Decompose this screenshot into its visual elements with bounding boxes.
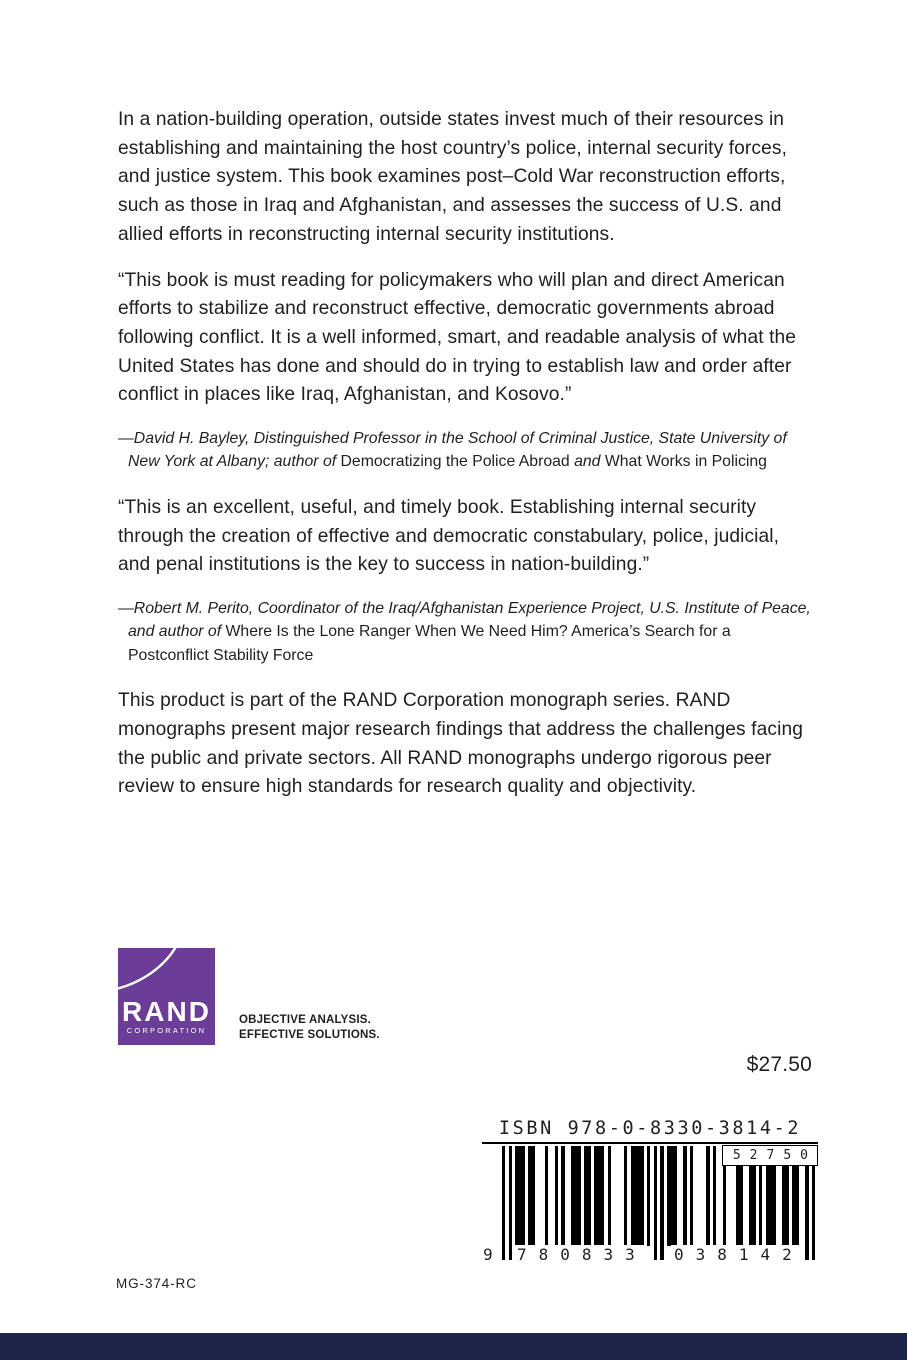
price-label: $27.50: [746, 1053, 812, 1076]
quote-1-attribution: [118, 427, 815, 474]
price-addon-code: 52750: [722, 1145, 818, 1166]
footer-color-bar: [0, 1333, 907, 1360]
barcode-digits-group1: 780833: [514, 1245, 645, 1264]
rand-logo: [118, 948, 215, 1045]
barcode-digit-left: 9: [483, 1245, 493, 1264]
series-paragraph: This product is part of the RAND Corporation monograph series. RAND monographs present major research findings that address the challenges facing the public and private sectors. All RAND monographs undergo rigorous peer review to ensure high standards for research quality and objectivity.: [118, 690, 803, 798]
isbn-label: ISBN 978-0-8330-3814-2: [498, 1118, 802, 1139]
isbn-rule: [482, 1142, 818, 1144]
barcode-bars-area: [482, 1146, 818, 1270]
quote-1: “This book is must reading for policymakers who will plan and direct American efforts to stabilize and reconstruct effective, democratic governments abroad following conflict. It is a well informed, smart, and readable analysis of what the United States has done and should do in trying to establish law and order after conflict in places like Iraq, Afghanistan, and Kosovo.”: [118, 269, 797, 406]
isbn-barcode: [482, 1118, 818, 1270]
intro-paragraph: In a nation-building operation, outside states invest much of their resources in establishing and maintaining the host country’s police, internal security forces, and justice system. This book examines post–Cold War reconstruction efforts, such as those in Iraq and Afghanistan, and assesses the success of U.S. and allied efforts in reconstructing internal security institutions.: [118, 109, 788, 245]
rand-tagline: [239, 1013, 380, 1045]
doc-id-label: MG-374-RC: [116, 1276, 197, 1291]
quote-1-attribution-conj: and: [569, 453, 605, 471]
rand-logo-subtext: CORPORATION: [126, 1026, 207, 1035]
quote-1-book-title-1: Democratizing the Police Abroad: [340, 453, 570, 471]
rand-logo-row: [118, 948, 380, 1045]
back-cover-text: [118, 106, 815, 819]
quote-1-book-title-2: What Works in Policing: [604, 453, 767, 471]
quote-2: “This is an excellent, useful, and timely book. Establishing internal security through the creation of effective and democratic constabulary, police, judicial, and penal institutions is the key to success in nation-building.”: [118, 496, 780, 576]
quote-2-attribution: [118, 597, 815, 667]
barcode-digits-group2: 038142: [671, 1245, 802, 1264]
quote-1-attribution-name: —David H. Bayley, Distinguished Professor in the School of Criminal Justice, State University of New York at Albany; author of: [118, 430, 787, 471]
quote-2-book-title: Where Is the Lone Ranger When We Need Him? America’s Search for a Postconflict Stability Force: [128, 623, 731, 664]
quote-2-attribution-name: —Robert M. Perito, Coordinator of the Iraq/Afghanistan Experience Project, U.S. Institute of Peace, and author of: [118, 599, 811, 641]
rand-tagline-line1: OBJECTIVE ANALYSIS.: [239, 1013, 372, 1026]
rand-logo-wordmark: RAND: [122, 996, 211, 1027]
rand-tagline-line2: EFFECTIVE SOLUTIONS.: [239, 1029, 380, 1042]
